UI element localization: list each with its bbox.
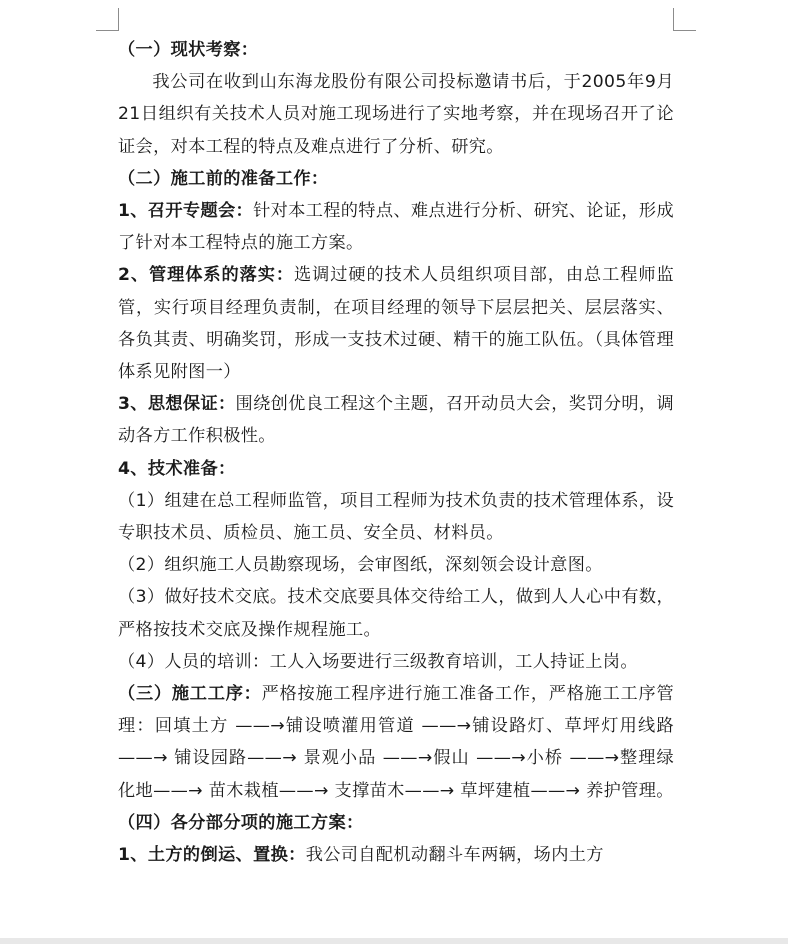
paragraph-construction-sequence — [118, 678, 674, 807]
page-corner-mark-top-right — [673, 8, 696, 31]
paragraph-lead: 1、土方的倒运、置换： — [118, 845, 306, 866]
paragraph-lead: （三）施工工序： — [118, 684, 262, 705]
paragraph-text: 针对本工程的特点、难点进行分析、研究、论证，形成了针对本工程特点的施工方案。 — [118, 201, 674, 254]
paragraph-text: 选调过硬的技术人员组织项目部，由总工程师监管，实行项目经理负责制，在项目经理的领导下层层把关、层层落实、各负其责、明确奖罚，形成一支技术过硬、精干的施工队伍。（具体管理体系见附图一） — [118, 265, 674, 383]
list-item-site-survey-drawings: （2）组织施工人员勘察现场，会审图纸，深刻领会设计意图。 — [118, 555, 603, 576]
list-item-technical-briefing: （3）做好技术交底。技术交底要具体交待给工人，做到人人心中有数，严格按技术交底及操作规程施工。 — [118, 587, 674, 640]
page-corner-mark-top-left — [96, 8, 119, 31]
paragraph-earthwork — [118, 839, 674, 871]
paragraph-special-meeting — [118, 195, 674, 259]
section-heading-construction-plans: （四）各分部分项的施工方案： — [118, 812, 364, 833]
list-item-staff-training: （4）人员的培训：工人入场要进行三级教育培训，工人持证上岗。 — [118, 651, 638, 672]
paragraph-management-system — [118, 259, 674, 388]
paragraph-lead: 1、召开专题会： — [118, 201, 254, 222]
document-body — [118, 34, 674, 871]
list-item-tech-management-system: （1）组建在总工程师监管，项目工程师为技术负责的技术管理体系，设专职技术员、质检员、施工员、安全员、材料员。 — [118, 490, 674, 544]
section-heading-preparation: （二）施工前的准备工作： — [118, 168, 329, 189]
paragraph-text: 严格按施工程序进行施工准备工作，严格施工工序管理：回填土方 ——→铺设喷灌用管道 ——→铺设路灯、草坪灯用线路——→ 铺设园路——→ 景观小品 ——→假山 ——→小桥 ——→整理绿化地——→ 苗木栽植——→ 支撑苗木——→ 草坪建植——→ 养护管理。 — [118, 684, 674, 801]
paragraph-ideological-guarantee — [118, 388, 674, 452]
paragraph-text: 围绕创优良工程这个主题，召开动员大会，奖罚分明，调动各方工作积极性。 — [118, 394, 674, 447]
paragraph-lead: 2、管理体系的落实： — [118, 265, 294, 286]
section-heading-status-survey: （一）现状考察： — [118, 40, 259, 60]
paragraph-lead: 3、思想保证： — [118, 394, 236, 415]
paragraph-lead: 4、技术准备： — [118, 458, 236, 479]
page-bottom-edge — [0, 938, 788, 944]
paragraph-text: 我公司自配机动翻斗车两辆，场内土方 — [305, 845, 604, 866]
paragraph-technical-preparation — [118, 453, 674, 485]
paragraph-site-survey: 我公司在收到山东海龙股份有限公司投标邀请书后，于2005年9月21日组织有关技术人员对施工现场进行了实地考察，并在现场召开了论证会，对本工程的特点及难点进行了分析、研究。 — [118, 72, 674, 157]
